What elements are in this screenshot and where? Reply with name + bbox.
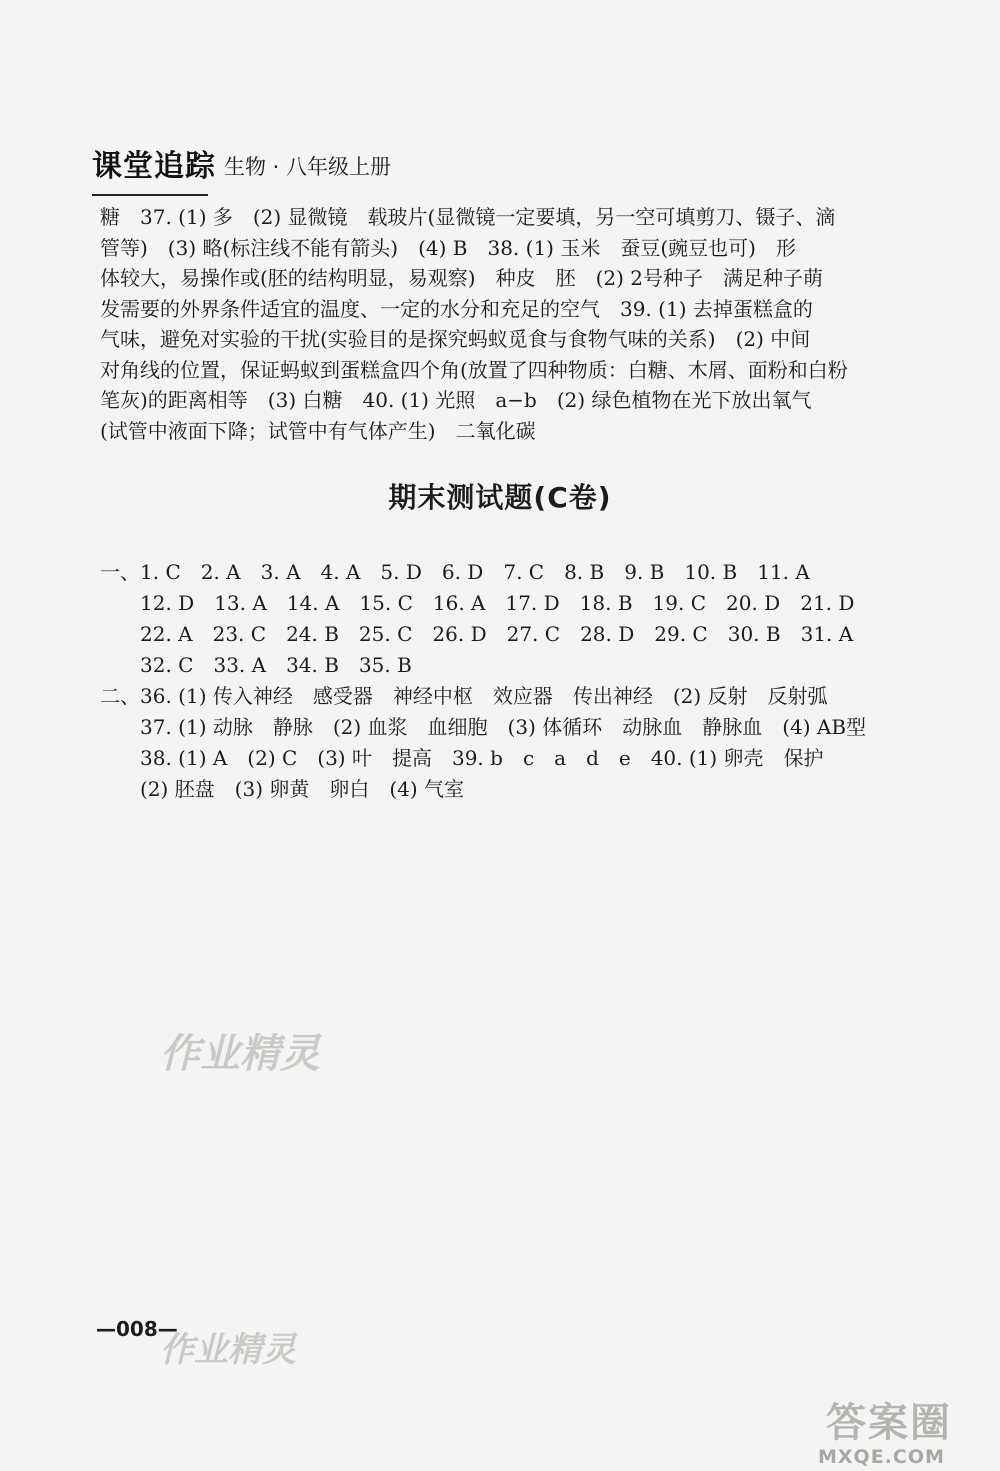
watermark-logo	[826, 1400, 966, 1450]
section-title: 期末测试题(C卷)	[388, 481, 612, 514]
answer-line: 管等) (3) 略(标注线不能有箭头) (4) B 38. (1) 玉米 蚕豆(豌豆也可) 形	[100, 235, 796, 260]
answer-line: 38. (1) A (2) C (3) 叶 提高 39. b c a d e 40. (1) 卵壳 保护	[100, 746, 824, 770]
answer-line: (2) 胚盘 (3) 卵黄 卵白 (4) 气室	[100, 777, 465, 801]
answer-line: 22. A 23. C 24. B 25. C 26. D 27. C 28. D 29. C 30. B 31. A	[100, 622, 854, 646]
answer-line: 二、36. (1) 传入神经 感受器 神经中枢 效应器 传出神经 (2) 反射 反射弧	[100, 684, 828, 708]
page-number: —008—	[96, 1317, 178, 1341]
continuation-answers	[100, 202, 890, 446]
answer-line: 一、1. C 2. A 3. A 4. A 5. D 6. D 7. C 8. B 9. B 10. B 11. A	[100, 560, 810, 584]
header-rule	[92, 194, 208, 196]
answer-line: (试管中液面下降；试管中有气体产生) 二氧化碳	[100, 418, 536, 443]
running-header	[92, 150, 391, 184]
series-logo: 课堂追踪	[92, 149, 216, 184]
ghost-watermark: 作业精灵	[160, 1330, 296, 1370]
book-subtitle: 生物 · 八年级上册	[224, 155, 392, 179]
exam-answers	[100, 557, 890, 805]
answer-line: 发需要的外界条件适宜的温度、一定的水分和充足的空气 39. (1) 去掉蛋糕盒的	[100, 296, 813, 321]
answer-line: 体较大，易操作或(胚的结构明显，易观察) 种皮 胚 (2) 2号种子 满足种子萌	[100, 266, 824, 290]
answer-line: 笔灰)的距离相等 (3) 白糖 40. (1) 光照 a−b (2) 绿色植物在光下放出氧气	[100, 388, 812, 412]
answer-line: 气味，避免对实验的干扰(实验目的是探究蚂蚁觅食与食物气味的关系) (2) 中间	[100, 327, 811, 351]
answer-line: 对角线的位置，保证蚂蚁到蛋糕盒四个角(放置了四种物质：白糖、木屑、面粉和白粉	[100, 357, 848, 382]
answer-line: 12. D 13. A 14. A 15. C 16. A 17. D 18. B 19. C 20. D 21. D	[100, 591, 855, 615]
watermark-logo-text: 答案圈	[826, 1400, 952, 1446]
answer-line: 糖 37. (1) 多 (2) 显微镜 载玻片(显微镜一定要填，另一空可填剪刀、镊子、滴	[100, 205, 836, 229]
answer-line: 37. (1) 动脉 静脉 (2) 血浆 血细胞 (3) 体循环 动脉血 静脉血 (4) AB型	[100, 715, 867, 739]
answer-line: 32. C 33. A 34. B 35. B	[100, 653, 412, 677]
watermark-url: MXQE.COM	[818, 1446, 945, 1468]
ghost-watermark: 作业精灵	[160, 1031, 320, 1077]
